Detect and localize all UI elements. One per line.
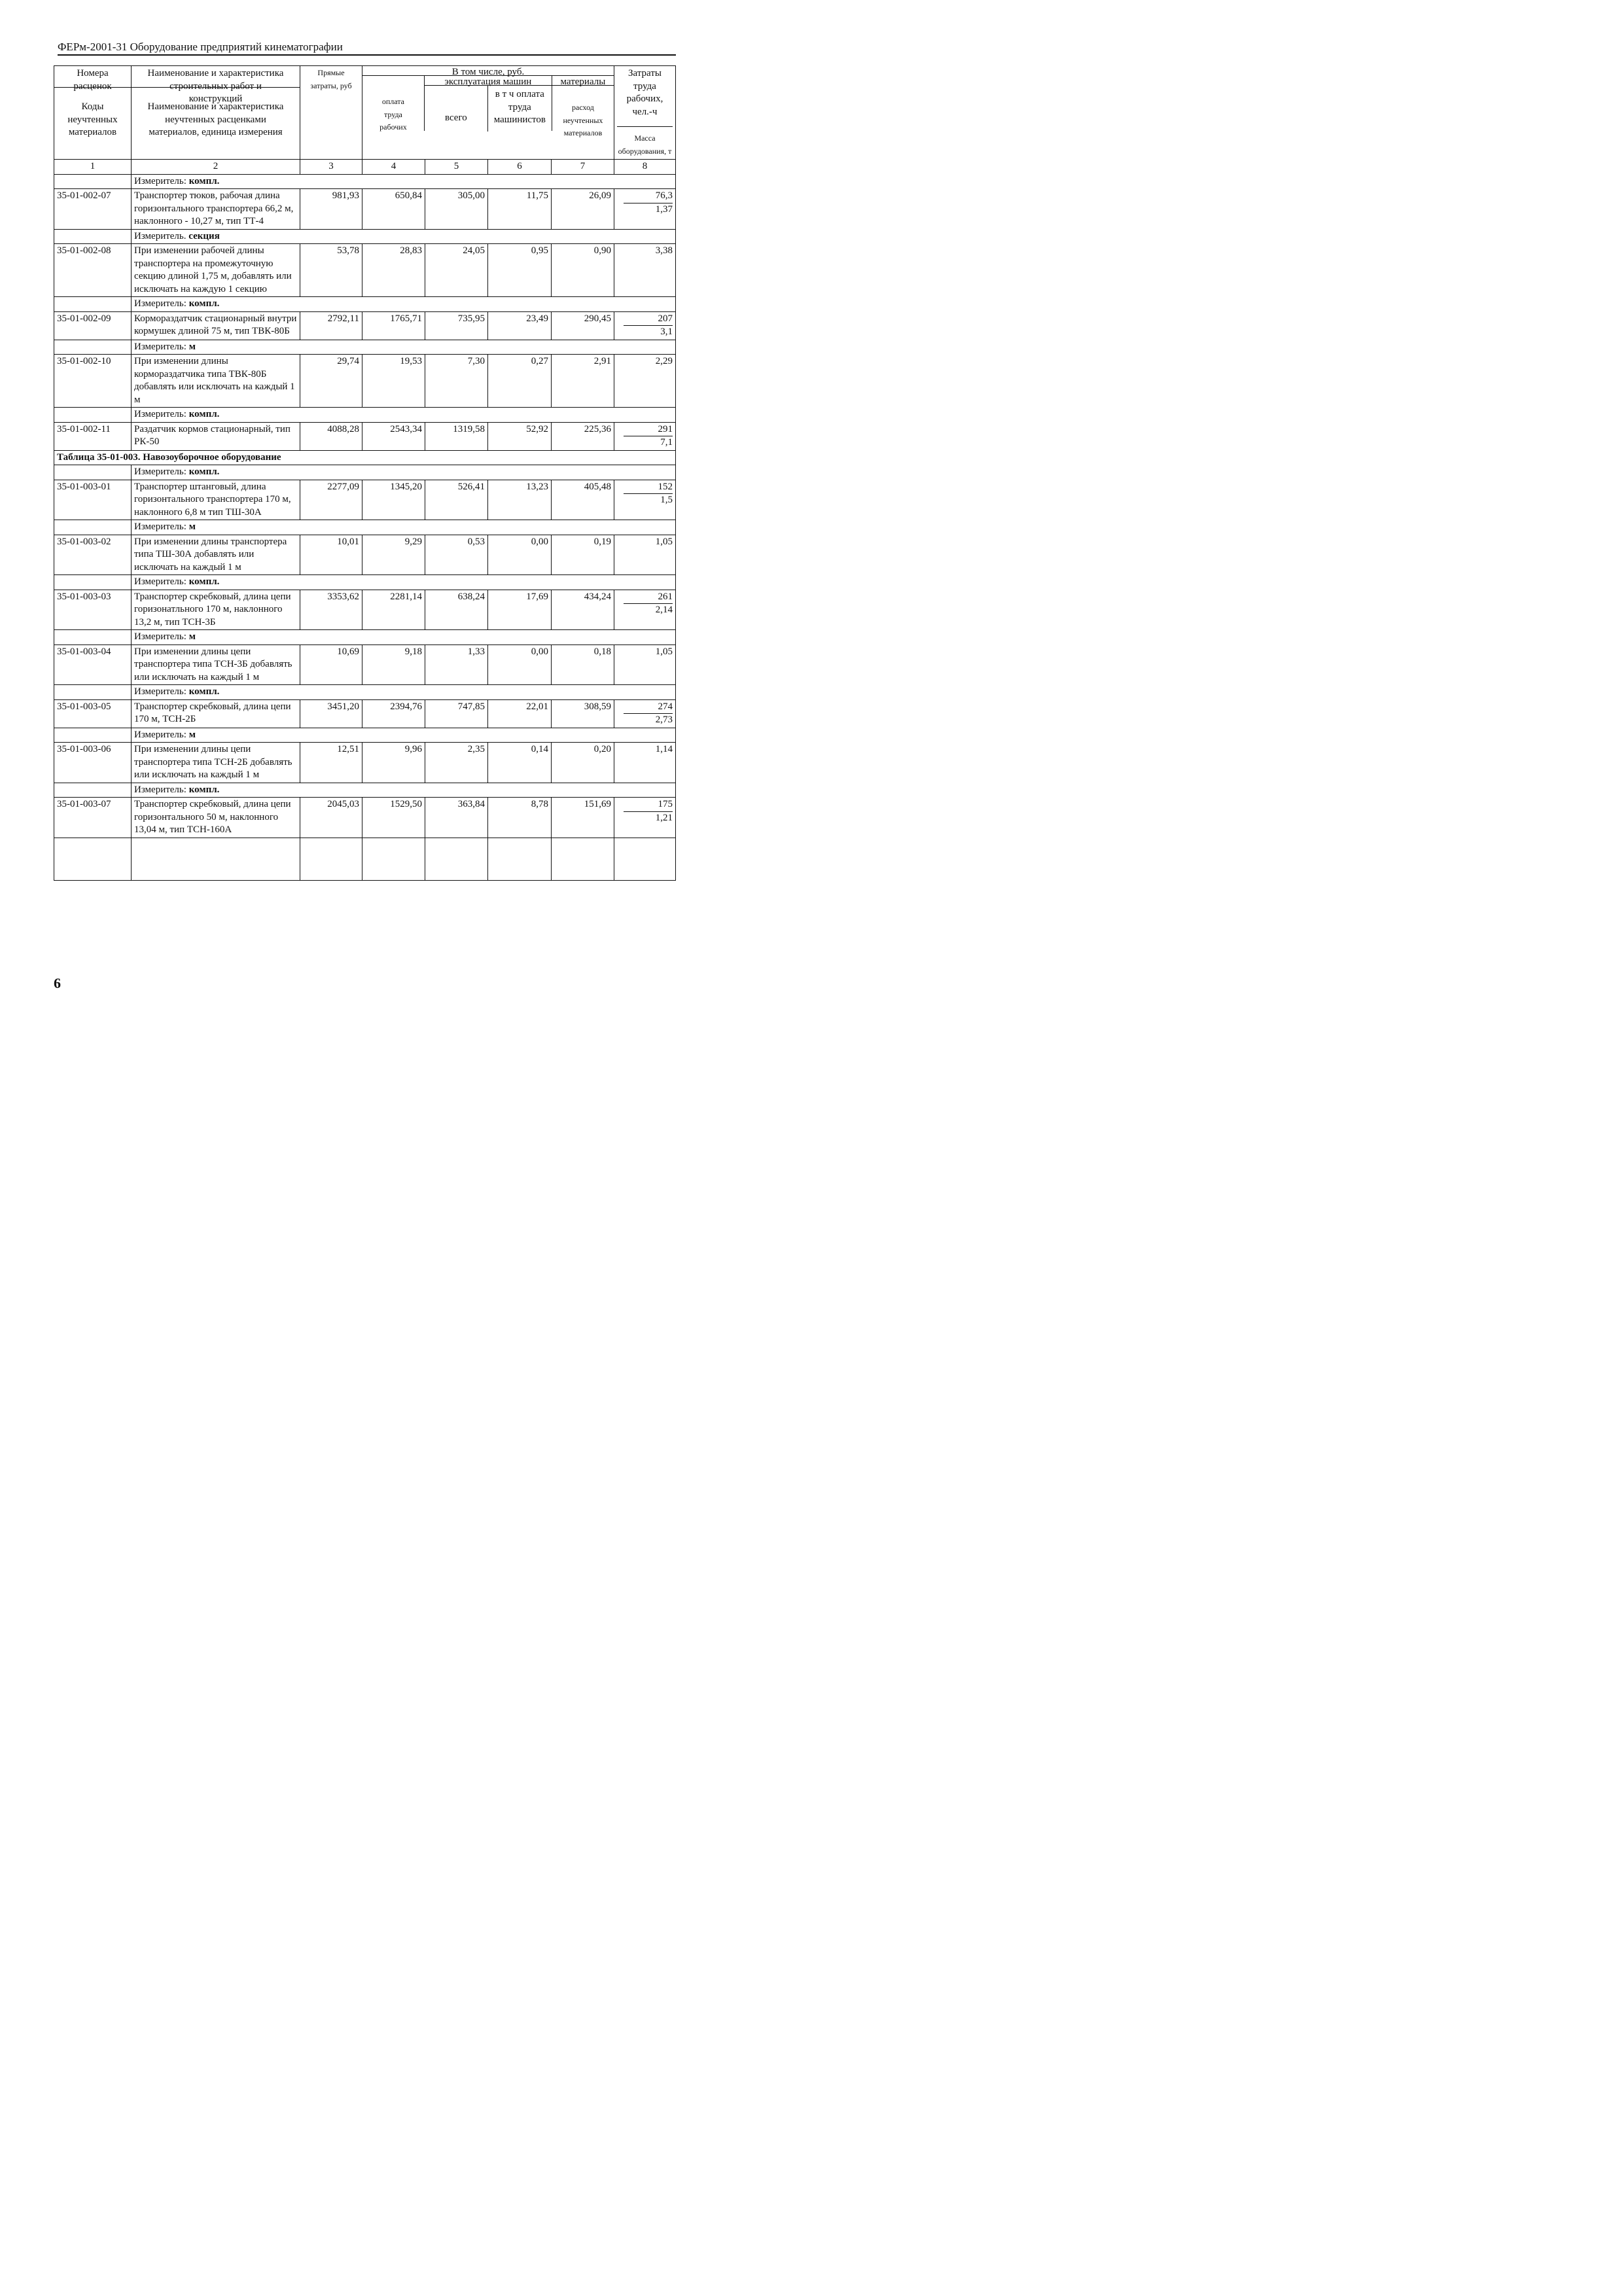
table-row (54, 244, 676, 297)
rate-name: Кормораздатчик стационарный внутри кормушек длиной 75 м, тип ТВК-80Б (132, 311, 300, 340)
value-c8: 1,14 (614, 743, 676, 783)
column-number: 1 (54, 160, 132, 175)
rate-name: Транспортер скребковый, длина цепи горизонатльного 170 м, наклонного 13,2 м, тип ТСН-3Б (132, 590, 300, 630)
value-c8 (614, 189, 676, 230)
value-c7: 434,24 (552, 590, 614, 630)
rate-name: Транспортер тюков, рабочая длина горизонтального транспортера 66,2 м, наклонного - 10,27 м, тип ТТ-4 (132, 189, 300, 230)
measure-prefix: Измеритель: (134, 521, 189, 532)
rate-name: При изменении длины цепи транспортера типа ТСН-2Б добавлять или исключать на каждый 1 м (132, 743, 300, 783)
value-c4: 1345,20 (362, 480, 425, 520)
value-c3: 3451,20 (300, 699, 362, 728)
value-c3: 29,74 (300, 355, 362, 408)
table-title: Таблица 35-01-003. Навозоуборочное оборудование (54, 450, 676, 465)
value-c4: 9,29 (362, 535, 425, 575)
labor-hours: 152 (624, 481, 673, 495)
value-c5: 305,00 (425, 189, 488, 230)
table-row (54, 355, 676, 408)
value-c3: 3353,62 (300, 590, 362, 630)
equipment-mass: 2,14 (655, 605, 673, 615)
value-c7: 0,19 (552, 535, 614, 575)
measure-label (132, 728, 676, 743)
measure-spacer (54, 728, 132, 743)
value-c6: 0,27 (488, 355, 552, 408)
measure-spacer (54, 783, 132, 798)
equipment-mass: 7,1 (660, 437, 673, 448)
rate-name: При изменении рабочей длины транспортера на промежуточную секцию длиной 1,75 м, добавлять или исключать на каждую 1 секцию (132, 244, 300, 297)
rate-code: 35-01-003-05 (54, 699, 132, 728)
measure-prefix: Измеритель: (134, 686, 189, 697)
value-c3: 53,78 (300, 244, 362, 297)
value-c4: 19,53 (362, 355, 425, 408)
measure-unit: м (188, 521, 196, 532)
col-header-operators: в т ч оплата труда машинистов (493, 89, 546, 125)
table-row (54, 535, 676, 575)
measure-prefix: Измеритель: (134, 298, 189, 309)
rate-name: Раздатчик кормов стационарный, тип РК-50 (132, 422, 300, 450)
value-c5: 7,30 (425, 355, 488, 408)
measure-prefix: Измеритель: (134, 729, 189, 740)
column-number: 7 (552, 160, 614, 175)
value-c8: 1,05 (614, 535, 676, 575)
value-c6: 22,01 (488, 699, 552, 728)
table-row (54, 644, 676, 685)
value-c8 (614, 422, 676, 450)
value-c6: 0,14 (488, 743, 552, 783)
measure-prefix: Измеритель: (134, 631, 189, 642)
value-c5: 526,41 (425, 480, 488, 520)
column-number: 4 (362, 160, 425, 175)
rate-code: 35-01-003-07 (54, 798, 132, 838)
column-number: 6 (488, 160, 552, 175)
measure-prefix: Измеритель: (134, 175, 189, 186)
value-c8: 2,29 (614, 355, 676, 408)
measure-unit: м (188, 729, 196, 740)
col-header-total: всего (425, 86, 488, 132)
measure-spacer (54, 575, 132, 590)
measure-label (132, 340, 676, 355)
rates-table (54, 65, 676, 881)
equipment-mass: 2,73 (655, 715, 673, 725)
rate-code: 35-01-003-02 (54, 535, 132, 575)
measure-unit: компл. (188, 576, 220, 587)
value-c3: 10,01 (300, 535, 362, 575)
value-c8: 1,05 (614, 644, 676, 685)
rate-code: 35-01-003-01 (54, 480, 132, 520)
measure-label (132, 520, 676, 535)
value-c4: 28,83 (362, 244, 425, 297)
page-number: 6 (54, 975, 61, 991)
value-c7: 26,09 (552, 189, 614, 230)
value-c5: 638,24 (425, 590, 488, 630)
measure-unit: компл. (188, 686, 220, 697)
rate-code: 35-01-002-07 (54, 189, 132, 230)
filler-cell (552, 838, 614, 880)
value-c5: 1319,58 (425, 422, 488, 450)
measure-spacer (54, 465, 132, 480)
table-row (54, 743, 676, 783)
value-c5: 747,85 (425, 699, 488, 728)
table-row (54, 590, 676, 630)
filler-cell (54, 838, 132, 880)
value-c8 (614, 699, 676, 728)
measure-label (132, 630, 676, 645)
col-header-materials: расход неучтенных материалов (563, 103, 603, 137)
value-c7: 0,18 (552, 644, 614, 685)
measure-prefix: Измеритель: (134, 784, 189, 795)
rate-code: 35-01-002-08 (54, 244, 132, 297)
value-c3: 2277,09 (300, 480, 362, 520)
value-c8 (614, 798, 676, 838)
labor-hours: 274 (624, 701, 673, 715)
value-c5: 0,53 (425, 535, 488, 575)
value-c4: 9,18 (362, 644, 425, 685)
labor-hours: 76,3 (624, 190, 673, 203)
measure-label (132, 685, 676, 700)
value-c7: 405,48 (552, 480, 614, 520)
measure-unit: м (188, 341, 196, 352)
measure-prefix: Измеритель: (134, 409, 189, 419)
col-header-group: В том числе, руб. оплата труда рабочих эксплуатация машин всего в т ч оплата труда машинистов материалы расход неучтенных материалов (362, 66, 614, 160)
value-c7: 0,20 (552, 743, 614, 783)
labor-hours: 261 (624, 591, 673, 605)
measure-prefix: Измеритель. (134, 230, 189, 241)
value-c3: 10,69 (300, 644, 362, 685)
filler-cell (488, 838, 552, 880)
value-c3: 12,51 (300, 743, 362, 783)
rate-code: 35-01-002-10 (54, 355, 132, 408)
page-header: ФЕРм-2001-31 Оборудование предприятий кинематографии (58, 41, 676, 56)
value-c8 (614, 480, 676, 520)
table-row (54, 798, 676, 838)
measure-label (132, 408, 676, 423)
measure-spacer (54, 340, 132, 355)
measure-spacer (54, 520, 132, 535)
measure-label (132, 465, 676, 480)
value-c4: 2394,76 (362, 699, 425, 728)
table-row (54, 422, 676, 450)
column-number: 2 (132, 160, 300, 175)
measure-spacer (54, 297, 132, 312)
measure-spacer (54, 685, 132, 700)
equipment-mass: 1,21 (655, 812, 673, 823)
value-c8: 3,38 (614, 244, 676, 297)
value-c4: 2543,34 (362, 422, 425, 450)
rate-name: Транспортер штанговый, длина горизонтального транспортера 170 м, наклонного 6,8 м тип ТШ-30А (132, 480, 300, 520)
value-c6: 0,00 (488, 535, 552, 575)
rate-code: 35-01-003-06 (54, 743, 132, 783)
measure-spacer (54, 229, 132, 244)
measure-unit: секция (188, 230, 220, 241)
rate-name: При изменении длины кормораздатчика типа ТВК-80Б добавлять или исключать на каждый 1 м (132, 355, 300, 408)
table-row (54, 311, 676, 340)
value-c5: 2,35 (425, 743, 488, 783)
value-c3: 2792,11 (300, 311, 362, 340)
measure-unit: компл. (188, 409, 220, 419)
measure-spacer (54, 174, 132, 189)
equipment-mass: 1,5 (660, 495, 673, 505)
value-c7: 308,59 (552, 699, 614, 728)
value-c6: 0,95 (488, 244, 552, 297)
equipment-mass: 1,37 (655, 203, 673, 215)
value-c8 (614, 590, 676, 630)
value-c8 (614, 311, 676, 340)
measure-unit: м (188, 631, 196, 642)
value-c4: 650,84 (362, 189, 425, 230)
filler-cell (425, 838, 488, 880)
rate-name: При изменении длины цепи транспортера типа ТСН-3Б добавлять или исключать на каждый 1 м (132, 644, 300, 685)
value-c4: 9,96 (362, 743, 425, 783)
filler-cell (300, 838, 362, 880)
measure-prefix: Измеритель: (134, 341, 189, 352)
column-number: 5 (425, 160, 488, 175)
measure-unit: компл. (188, 784, 220, 795)
table-row (54, 480, 676, 520)
value-c6: 8,78 (488, 798, 552, 838)
column-number: 8 (614, 160, 676, 175)
value-c5: 735,95 (425, 311, 488, 340)
col-header-name: Наименование и характеристика строительных работ и конструкций Наименование и характеристика неучтенных расценками материалов, единица измерения (132, 66, 300, 160)
column-number: 3 (300, 160, 362, 175)
measure-label (132, 229, 676, 244)
value-c6: 17,69 (488, 590, 552, 630)
value-c4: 1765,71 (362, 311, 425, 340)
measure-unit: компл. (188, 175, 220, 186)
value-c7: 2,91 (552, 355, 614, 408)
value-c4: 1529,50 (362, 798, 425, 838)
equipment-mass: 3,1 (660, 327, 673, 337)
col-header-labor: оплата труда рабочих (362, 76, 425, 131)
value-c3: 2045,03 (300, 798, 362, 838)
value-c3: 981,93 (300, 189, 362, 230)
measure-prefix: Измеритель: (134, 467, 189, 477)
value-c5: 24,05 (425, 244, 488, 297)
table-row (54, 699, 676, 728)
rate-name: Транспортер скребковый, длина цепи 170 м, ТСН-2Б (132, 699, 300, 728)
measure-label (132, 297, 676, 312)
value-c6: 23,49 (488, 311, 552, 340)
rate-code: 35-01-002-11 (54, 422, 132, 450)
filler-cell (132, 838, 300, 880)
measure-label (132, 783, 676, 798)
rate-code: 35-01-003-03 (54, 590, 132, 630)
value-c7: 151,69 (552, 798, 614, 838)
labor-hours: 291 (624, 423, 673, 437)
measure-label (132, 575, 676, 590)
value-c4: 2281,14 (362, 590, 425, 630)
labor-hours: 207 (624, 313, 673, 327)
rate-code: 35-01-003-04 (54, 644, 132, 685)
value-c6: 52,92 (488, 422, 552, 450)
measure-unit: компл. (188, 298, 220, 309)
table-row (54, 189, 676, 230)
rate-name: Транспортер скребковый, длина цепи горизонтального 50 м, наклонного 13,04 м, тип ТСН-160А (132, 798, 300, 838)
filler-cell (614, 838, 676, 880)
value-c6: 11,75 (488, 189, 552, 230)
rate-code: 35-01-002-09 (54, 311, 132, 340)
col-header-labor-hours: Затраты труда рабочих, чел.-ч Масса оборудования, т (614, 66, 676, 160)
value-c5: 1,33 (425, 644, 488, 685)
value-c7: 225,36 (552, 422, 614, 450)
measure-label (132, 174, 676, 189)
measure-spacer (54, 408, 132, 423)
rate-name: При изменении длины транспортера типа ТШ-30А добавлять или исключать на каждый 1 м (132, 535, 300, 575)
value-c3: 4088,28 (300, 422, 362, 450)
value-c5: 363,84 (425, 798, 488, 838)
value-c6: 0,00 (488, 644, 552, 685)
measure-prefix: Измеритель: (134, 576, 189, 587)
value-c7: 0,90 (552, 244, 614, 297)
col-header-direct: Прямые затраты, руб (300, 66, 362, 160)
value-c6: 13,23 (488, 480, 552, 520)
filler-cell (362, 838, 425, 880)
measure-spacer (54, 630, 132, 645)
value-c7: 290,45 (552, 311, 614, 340)
labor-hours: 175 (624, 798, 673, 812)
col-header-codes: Номера расценок Коды неучтенных материалов (54, 66, 132, 160)
measure-unit: компл. (188, 467, 220, 477)
